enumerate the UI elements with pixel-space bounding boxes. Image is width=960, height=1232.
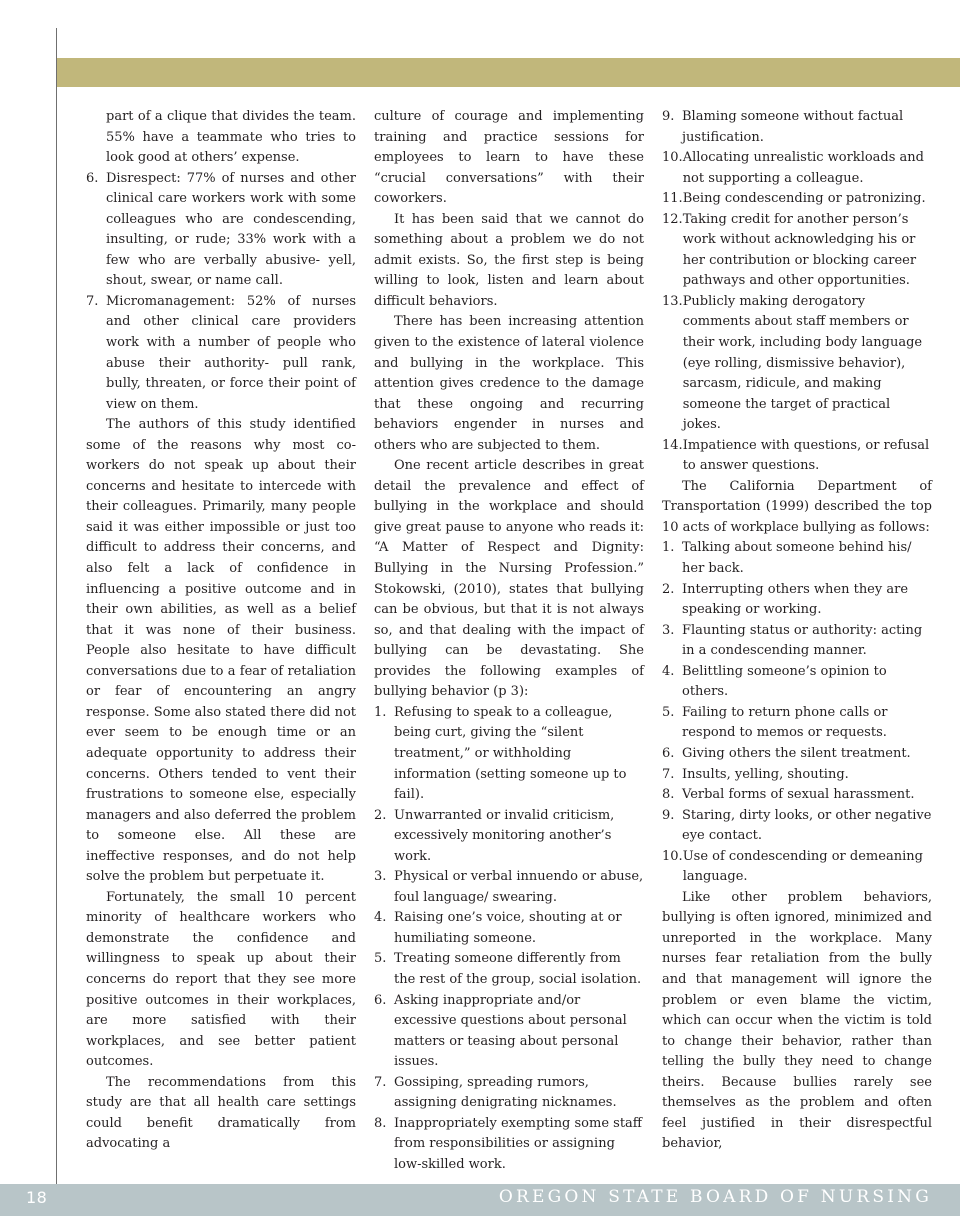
list-number: 3. xyxy=(662,622,675,638)
list-item xyxy=(662,621,932,662)
list-text: Interrupting others when they are speaking or working. xyxy=(682,581,909,618)
list-item xyxy=(662,538,932,579)
list-number: 1. xyxy=(374,704,387,720)
list-number: 6. xyxy=(374,992,387,1008)
header-band xyxy=(57,58,960,87)
list-text: Allocating unrealistic workloads and not supporting a colleague. xyxy=(682,150,924,186)
list-number: 4. xyxy=(374,910,387,926)
bullying-examples-list xyxy=(374,703,644,1176)
list-number: 4. xyxy=(662,663,675,679)
list-number: 8. xyxy=(662,787,675,803)
list-item xyxy=(662,148,932,189)
list-text: Belittling someone’s opinion to others. xyxy=(682,663,887,700)
bullying-examples-list-continued xyxy=(662,107,932,477)
list-item xyxy=(374,991,644,1073)
paragraph: There has been increasing attention given to the existence of lateral violence and bullying in the workplace. This attention gives credence to the damage that these ongoing and recurring behaviors engender in nurses and others who are subjected to them. xyxy=(374,314,644,453)
list-item xyxy=(662,703,932,744)
list-number: 7. xyxy=(374,1074,387,1090)
list-number: 9. xyxy=(662,109,675,124)
list-text: Micromanagement: 52% of nurses and other clinical care providers work with a number of people who abuse their authority- pull rank, bully, threaten, or force their point of view on them. xyxy=(106,293,356,412)
list-text: Gossiping, spreading rumors, assigning denigrating nicknames. xyxy=(394,1074,617,1111)
list-number: 5. xyxy=(662,704,675,720)
paragraph: culture of courage and implementing training and practice sessions for employees to learn to have these “crucial conversations” with their coworkers. xyxy=(374,109,644,207)
paragraph: The recommendations from this study are that all health care settings could benefit dramatically from advocating a xyxy=(86,1074,356,1152)
list-item xyxy=(662,189,932,210)
list-number: 2. xyxy=(374,807,387,823)
list-text: Flaunting status or authority: acting in a condescending manner. xyxy=(682,622,923,659)
list-text: Publicly making derogatory comments about staff members or their work, including body language (eye rolling, dismissive behavior), sarcasm, ridicule, and making someone the target of practical jokes. xyxy=(682,293,923,433)
list-text: Inappropriately exempting some staff from responsibilities or assigning low-skilled work. xyxy=(394,1115,643,1172)
page-number: 18 xyxy=(26,1188,48,1207)
list-number: 5. xyxy=(374,951,387,967)
list-number: 3. xyxy=(374,869,387,885)
list-number: 13. xyxy=(662,293,683,309)
list-text: Impatience with questions, or refusal to answer questions. xyxy=(682,437,930,474)
list-item xyxy=(662,210,932,292)
list-text: Use of condescending or demeaning language. xyxy=(682,848,923,885)
list-item xyxy=(662,744,932,765)
list-text: Refusing to speak to a colleague, being curt, giving the “silent treatment,” or withholding information (setting someone up to fail). xyxy=(394,704,627,803)
list-item xyxy=(374,1114,644,1176)
list-item xyxy=(374,949,644,990)
list-number: 12. xyxy=(662,211,683,227)
list-text: Insults, yelling, shouting. xyxy=(682,766,849,782)
list-text: Raising one’s voice, shouting at or humiliating someone. xyxy=(394,910,622,946)
list-text: Unwarranted or invalid criticism, excessively monitoring another’s work. xyxy=(394,807,615,864)
list-text: Taking credit for another person’s work without acknowledging his or her contribution or blocking career pathways and other opportunities. xyxy=(682,211,917,289)
list-item xyxy=(374,867,644,908)
list-item xyxy=(662,765,932,786)
list-text: Giving others the silent treatment. xyxy=(682,745,911,761)
list-item xyxy=(86,169,356,292)
list-item xyxy=(374,806,644,868)
list-text: Talking about someone behind his/ her back. xyxy=(682,540,912,577)
list-item xyxy=(662,785,932,806)
list-item xyxy=(374,908,644,949)
list-number: 10. xyxy=(662,150,683,166)
list-item xyxy=(86,292,356,415)
list-text: Failing to return phone calls or respond to memos or requests. xyxy=(682,704,888,741)
list-number: 7. xyxy=(662,766,675,782)
list-item xyxy=(662,107,932,148)
column-2 xyxy=(374,107,644,1175)
paragraph: One recent article describes in great detail the prevalence and effect of bullying in the workplace and should give great pause to anyone who reads it: “A Matter of Respect and Dignity: Bullying in the Nursing Profession.” Stokowski, (2010), states that bullying can be obvious, but that it is not always so, and that dealing with the impact of bullying can be devastating. She provides the following examples of bullying behavior (p 3): xyxy=(374,458,644,700)
paragraph: Fortunately, the small 10 percent minority of healthcare workers who demonstrate the confidence and willingness to speak up about their concerns do report that they see more positive outcomes in their workplaces, are more satisfied with their workplaces, and see better patient outcomes. xyxy=(86,889,356,1070)
list-item xyxy=(662,662,932,703)
list-number: 7. xyxy=(86,293,99,309)
list-item xyxy=(662,436,932,477)
list-number: 1. xyxy=(662,540,675,556)
paragraph: part of a clique that divides the team. 55% have a teammate who tries to look good at others’ expense. xyxy=(106,109,356,166)
column-3 xyxy=(662,107,932,1155)
list-item xyxy=(374,703,644,806)
paragraph: It has been said that we cannot do something about a problem we do not admit exists. So, the first step is being willing to look, listen and learn about difficult behaviors. xyxy=(374,211,644,309)
paragraph: The California Department of Transportation (1999) described the top 10 acts of workplace bullying as follows: xyxy=(662,478,932,535)
list-text: Being condescending or patronizing. xyxy=(682,191,926,207)
list-text: Asking inappropriate and/or excessive questions about personal matters or teasing about personal issues. xyxy=(394,992,627,1070)
list-text: Blaming someone without factual justification. xyxy=(682,109,904,145)
list-number: 8. xyxy=(374,1115,387,1131)
paragraph: Like other problem behaviors, bullying is often ignored, minimized and unreported in the workplace. Many nurses fear retaliation from the bully and that management will ignore the problem or even blame the victim, which can occur when the victim is told to change their behavior, rather than telling the bully they need to change theirs. Because bullies rarely see themselves as the problem and often feel justified in their disrespectful behavior, xyxy=(662,889,932,1152)
list-number: 9. xyxy=(662,807,675,823)
page-footer xyxy=(0,1184,960,1216)
list-item xyxy=(662,292,932,436)
paragraph: The authors of this study identified some of the reasons why most co-workers do not speak up about their concerns and hesitate to intercede with their colleagues. Primarily, many people said it was either impossible or just too difficult to address their concerns, and also felt a lack of confidence in influencing a positive outcome and in their own abilities, as well as a belief that it was none of their business. People also hesitate to have difficult conversations due to a fear of retaliation or fear of encountering an angry response. Some also stated there did not ever seem to be enough time or an adequate opportunity to address their concerns. Others tended to vent their frustrations to someone else, especially managers and also deferred the problem to someone else. All these are ineffective responses, and do not help solve the problem but perpetuate it. xyxy=(86,417,356,885)
list-number: 2. xyxy=(662,581,675,597)
list-number: 14. xyxy=(662,437,683,453)
list-item xyxy=(662,806,932,847)
list-number: 6. xyxy=(86,170,99,186)
list-number: 6. xyxy=(662,745,675,761)
workplace-bullying-acts-list xyxy=(662,538,932,887)
list-text: Staring, dirty looks, or other negative eye contact. xyxy=(682,807,932,844)
list-number: 11. xyxy=(662,191,683,207)
list-number: 10. xyxy=(662,848,683,864)
list-item xyxy=(662,580,932,621)
list-text: Physical or verbal innuendo or abuse, foul language/ swearing. xyxy=(394,869,644,905)
list-text: Treating someone differently from the rest of the group, social isolation. xyxy=(394,951,642,987)
list-item xyxy=(374,1073,644,1114)
list-text: Verbal forms of sexual harassment. xyxy=(682,787,915,803)
publication-title: OREGON STATE BOARD OF NURSING xyxy=(498,1187,932,1207)
list-text: Disrespect: 77% of nurses and other clinical care workers work with some colleagues who are condescending, insulting, or rude; 33% work with a few who are verbally abusive- yell, shout, swear, or name call. xyxy=(106,170,356,289)
list-item xyxy=(662,847,932,888)
column-1 xyxy=(86,107,356,1155)
margin-rule xyxy=(56,28,57,1184)
